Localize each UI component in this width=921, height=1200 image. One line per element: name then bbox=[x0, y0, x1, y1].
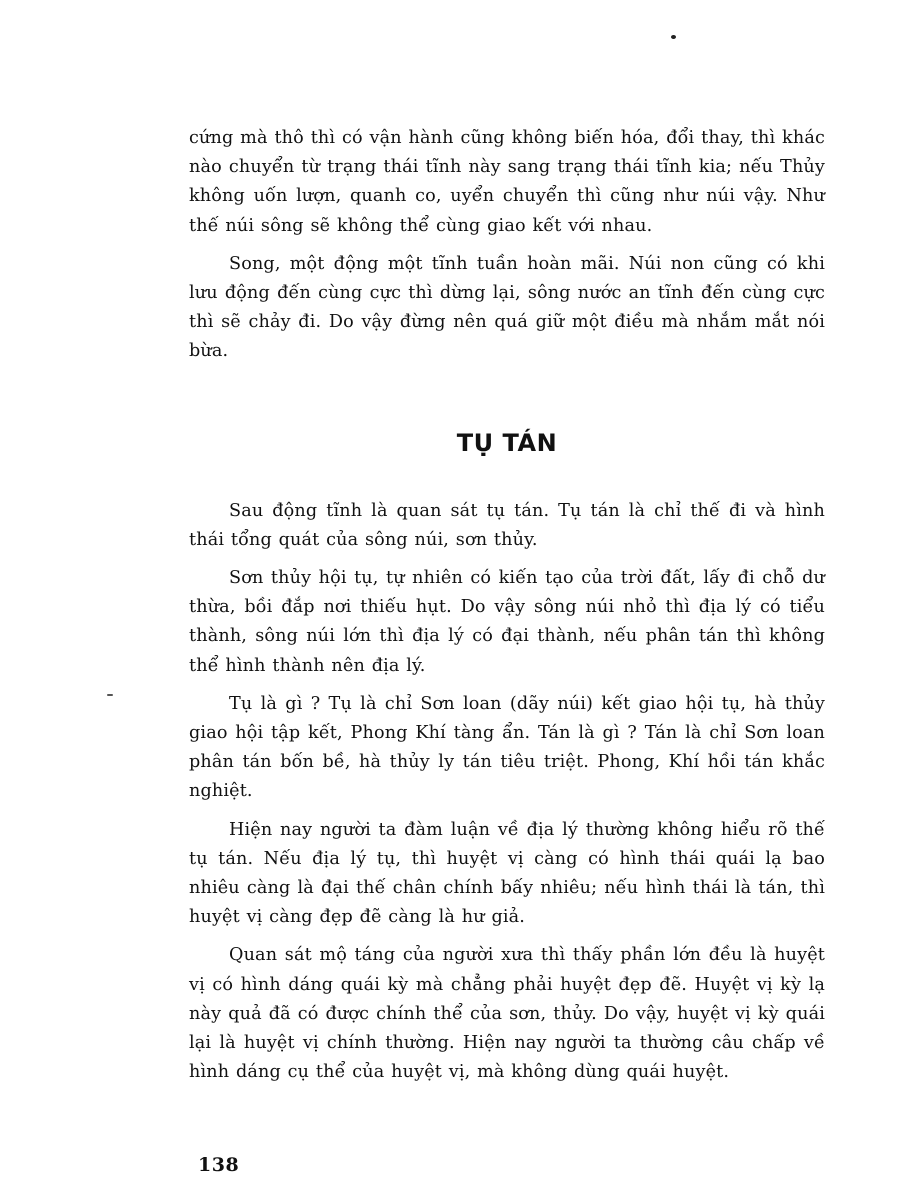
section-paragraph-3: Tụ là gì ? Tụ là chỉ Sơn loan (dãy núi) kết giao hội tụ, hà thủy giao hội tập kết, Phong Khí tàng ẩn. Tán là gì ? Tán là chỉ Sơn loan phân tán bốn bề, hà thủy ly tán tiêu triệt. Phong, Khí hồi tán khắc nghiệt. bbox=[189, 693, 825, 802]
section-paragraph-2: Sơn thủy hội tụ, tự nhiên có kiến tạo của trời đất, lấy đi chỗ dư thừa, bồi đắp nơi thiếu hụt. Do vậy sông núi nhỏ thì địa lý có tiểu thành, sông núi lớn thì địa lý có đại thành, nếu phân tán thì không thể hình thành nên địa lý. bbox=[189, 568, 825, 676]
paragraph-continued-1: cứng mà thô thì có vận hành cũng không biến hóa, đổi thay, thì khác nào chuyển từ trạng thái tĩnh này sang trạng thái tĩnh kia; nếu Thủy không uốn lượn, quanh co, uyển chuyển thì cũng như núi vậy. Như thế núi sông sẽ không thể cùng giao kết với nhau. bbox=[189, 128, 825, 236]
scan-speck bbox=[671, 35, 676, 39]
scan-speck bbox=[107, 694, 113, 696]
section-paragraph-1: Sau động tĩnh là quan sát tụ tán. Tụ tán là chỉ thế đi và hình thái tổng quát của sông núi, sơn thủy. bbox=[189, 500, 825, 550]
section-heading: TỤ TÁN bbox=[456, 428, 558, 457]
section-paragraph-4: Hiện nay người ta đàm luận về địa lý thường không hiểu rõ thế tụ tán. Nếu địa lý tụ, thì huyệt vị càng có hình thái quái lạ bao nhiêu càng là đại thế chân chính bấy nhiêu; nếu hình thái là tán, thì huyệt vị càng đẹp đẽ càng là hư giả. bbox=[189, 819, 825, 928]
document-page bbox=[189, 124, 825, 1087]
paragraph-continued-2: Song, một động một tĩnh tuần hoàn mãi. Núi non cũng có khi lưu động đến cùng cực thì dừng lại, sông nước an tĩnh đến cùng cực thì sẽ chảy đi. Do vậy đừng nên quá giữ một điều mà nhắm mắt nói bừa. bbox=[189, 253, 825, 362]
section-paragraph-5: Quan sát mộ táng của người xưa thì thấy phần lớn đều là huyệt vị có hình dáng quái kỳ mà chẳng phải huyệt đẹp đẽ. Huyệt vị kỳ lạ này quả đã có được chính thể của sơn, thủy. Do vậy, huyệt vị kỳ quái lại là huyệt vị chính thường. Hiện nay người ta thường câu chấp về hình dáng cụ thể của huyệt vị, mà không dùng quái huyệt. bbox=[189, 945, 825, 1083]
page-number: 138 bbox=[198, 1154, 240, 1176]
